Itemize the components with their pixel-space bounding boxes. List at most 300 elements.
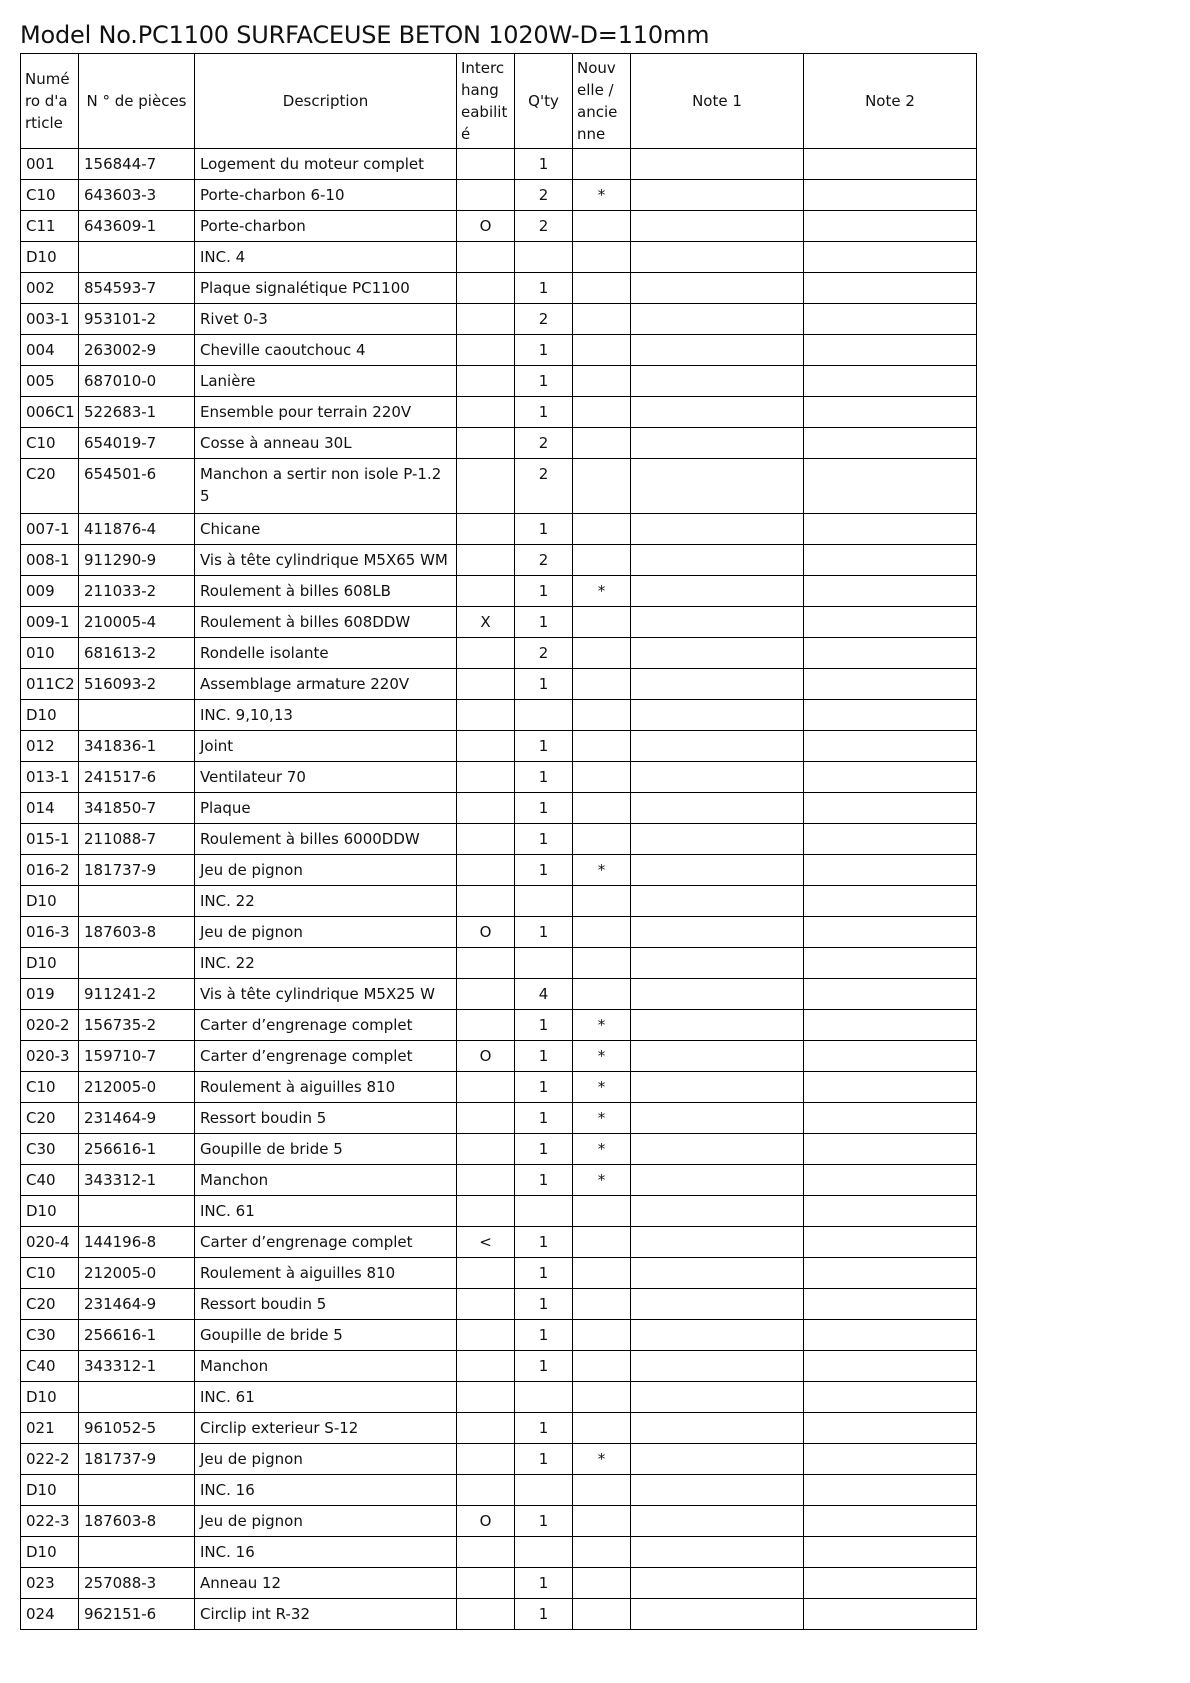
cell-part-number: 212005-0 — [79, 1072, 195, 1103]
cell-note-1 — [631, 1196, 804, 1227]
cell-note-2 — [804, 242, 977, 273]
cell-interchangeability — [457, 793, 515, 824]
cell-note-2 — [804, 1351, 977, 1382]
cell-note-1 — [631, 1568, 804, 1599]
cell-item-number: 001 — [21, 149, 79, 180]
cell-note-1 — [631, 366, 804, 397]
cell-description: Jeu de pignon — [195, 1506, 457, 1537]
cell-note-2 — [804, 1165, 977, 1196]
cell-item-number: 022-2 — [21, 1444, 79, 1475]
cell-new-old: * — [573, 855, 631, 886]
cell-note-2 — [804, 211, 977, 242]
cell-note-2 — [804, 1320, 977, 1351]
cell-new-old — [573, 1382, 631, 1413]
table-row — [21, 335, 977, 366]
header-item-number: Numé ro d'a rticle — [21, 54, 79, 149]
cell-new-old — [573, 1196, 631, 1227]
table-row — [21, 514, 977, 545]
cell-interchangeability — [457, 1475, 515, 1506]
header-description: Description — [195, 54, 457, 149]
cell-note-1 — [631, 731, 804, 762]
cell-description: Manchon a sertir non isole P-1.2 5 — [195, 459, 457, 514]
table-row — [21, 1599, 977, 1630]
cell-quantity — [515, 1196, 573, 1227]
table-row — [21, 1165, 977, 1196]
header-part-number: N ° de pièces — [79, 54, 195, 149]
cell-interchangeability — [457, 979, 515, 1010]
cell-note-1 — [631, 180, 804, 211]
cell-description: Jeu de pignon — [195, 855, 457, 886]
cell-item-number: 020-4 — [21, 1227, 79, 1258]
cell-description: Porte-charbon 6-10 — [195, 180, 457, 211]
cell-description: Ensemble pour terrain 220V — [195, 397, 457, 428]
cell-note-2 — [804, 397, 977, 428]
cell-interchangeability — [457, 304, 515, 335]
cell-note-1 — [631, 273, 804, 304]
cell-new-old — [573, 1568, 631, 1599]
cell-note-1 — [631, 576, 804, 607]
cell-quantity: 1 — [515, 514, 573, 545]
cell-interchangeability: O — [457, 1506, 515, 1537]
cell-note-1 — [631, 979, 804, 1010]
cell-description: Cosse à anneau 30L — [195, 428, 457, 459]
cell-note-1 — [631, 1165, 804, 1196]
cell-new-old — [573, 1289, 631, 1320]
cell-interchangeability: O — [457, 211, 515, 242]
cell-interchangeability: X — [457, 607, 515, 638]
cell-quantity: 2 — [515, 545, 573, 576]
cell-part-number: 343312-1 — [79, 1165, 195, 1196]
cell-quantity: 1 — [515, 1258, 573, 1289]
cell-note-1 — [631, 211, 804, 242]
cell-note-2 — [804, 1413, 977, 1444]
cell-part-number: 181737-9 — [79, 855, 195, 886]
table-row — [21, 700, 977, 731]
table-row — [21, 149, 977, 180]
table-row — [21, 1351, 977, 1382]
table-row — [21, 1413, 977, 1444]
cell-new-old — [573, 948, 631, 979]
cell-item-number: 020-2 — [21, 1010, 79, 1041]
cell-part-number — [79, 948, 195, 979]
cell-note-2 — [804, 304, 977, 335]
table-row — [21, 1010, 977, 1041]
cell-interchangeability — [457, 762, 515, 793]
table-row — [21, 1289, 977, 1320]
cell-note-1 — [631, 335, 804, 366]
cell-interchangeability — [457, 1165, 515, 1196]
cell-part-number: 231464-9 — [79, 1289, 195, 1320]
cell-interchangeability: O — [457, 917, 515, 948]
cell-item-number: 009 — [21, 576, 79, 607]
cell-description: Ventilateur 70 — [195, 762, 457, 793]
cell-item-number: C10 — [21, 1258, 79, 1289]
cell-note-2 — [804, 762, 977, 793]
cell-part-number: 643609-1 — [79, 211, 195, 242]
cell-interchangeability — [457, 1444, 515, 1475]
cell-note-2 — [804, 576, 977, 607]
cell-part-number — [79, 886, 195, 917]
cell-item-number: D10 — [21, 700, 79, 731]
cell-description: Chicane — [195, 514, 457, 545]
table-row — [21, 1227, 977, 1258]
header-quantity: Q'ty — [515, 54, 573, 149]
cell-description: Anneau 12 — [195, 1568, 457, 1599]
cell-interchangeability — [457, 1258, 515, 1289]
table-row — [21, 824, 977, 855]
cell-note-2 — [804, 180, 977, 211]
cell-new-old — [573, 700, 631, 731]
cell-note-2 — [804, 1196, 977, 1227]
cell-note-2 — [804, 514, 977, 545]
cell-description: Lanière — [195, 366, 457, 397]
cell-note-2 — [804, 607, 977, 638]
cell-new-old — [573, 1413, 631, 1444]
cell-part-number: 187603-8 — [79, 917, 195, 948]
cell-part-number: 144196-8 — [79, 1227, 195, 1258]
cell-quantity: 1 — [515, 1134, 573, 1165]
cell-item-number: 020-3 — [21, 1041, 79, 1072]
cell-item-number: 007-1 — [21, 514, 79, 545]
cell-item-number: C40 — [21, 1165, 79, 1196]
cell-description: Plaque signalétique PC1100 — [195, 273, 457, 304]
cell-note-1 — [631, 514, 804, 545]
cell-interchangeability — [457, 1072, 515, 1103]
cell-part-number: 343312-1 — [79, 1351, 195, 1382]
cell-new-old — [573, 638, 631, 669]
cell-description: INC. 61 — [195, 1196, 457, 1227]
cell-note-1 — [631, 1506, 804, 1537]
cell-quantity: 1 — [515, 855, 573, 886]
cell-new-old — [573, 669, 631, 700]
cell-interchangeability — [457, 576, 515, 607]
cell-item-number: 005 — [21, 366, 79, 397]
cell-new-old: * — [573, 1041, 631, 1072]
cell-note-2 — [804, 917, 977, 948]
cell-quantity — [515, 1537, 573, 1568]
table-row — [21, 273, 977, 304]
cell-quantity: 1 — [515, 669, 573, 700]
cell-item-number: 013-1 — [21, 762, 79, 793]
cell-new-old — [573, 607, 631, 638]
cell-part-number: 241517-6 — [79, 762, 195, 793]
cell-quantity — [515, 700, 573, 731]
cell-quantity: 2 — [515, 211, 573, 242]
parts-table — [20, 53, 977, 1630]
cell-description: INC. 4 — [195, 242, 457, 273]
cell-new-old — [573, 886, 631, 917]
cell-description: Ressort boudin 5 — [195, 1289, 457, 1320]
cell-note-1 — [631, 242, 804, 273]
cell-note-2 — [804, 1475, 977, 1506]
cell-description: Assemblage armature 220V — [195, 669, 457, 700]
cell-description: Jeu de pignon — [195, 917, 457, 948]
cell-note-1 — [631, 1599, 804, 1630]
cell-note-1 — [631, 1289, 804, 1320]
table-row — [21, 1103, 977, 1134]
cell-item-number: 023 — [21, 1568, 79, 1599]
cell-note-1 — [631, 1103, 804, 1134]
cell-description: Goupille de bride 5 — [195, 1320, 457, 1351]
table-row — [21, 1537, 977, 1568]
cell-item-number: 002 — [21, 273, 79, 304]
cell-note-2 — [804, 545, 977, 576]
cell-note-1 — [631, 1320, 804, 1351]
cell-description: Roulement à billes 6000DDW — [195, 824, 457, 855]
table-row — [21, 576, 977, 607]
cell-note-1 — [631, 1382, 804, 1413]
cell-note-2 — [804, 1258, 977, 1289]
cell-part-number: 156735-2 — [79, 1010, 195, 1041]
cell-note-2 — [804, 1134, 977, 1165]
cell-item-number: C10 — [21, 428, 79, 459]
cell-note-1 — [631, 700, 804, 731]
cell-item-number: 011C2 — [21, 669, 79, 700]
cell-interchangeability — [457, 1289, 515, 1320]
table-row — [21, 793, 977, 824]
cell-description: Circlip exterieur S-12 — [195, 1413, 457, 1444]
header-new-old: Nouv elle / ancie nne — [573, 54, 631, 149]
cell-part-number: 256616-1 — [79, 1134, 195, 1165]
cell-description: INC. 16 — [195, 1475, 457, 1506]
cell-note-2 — [804, 1289, 977, 1320]
cell-description: Carter d’engrenage complet — [195, 1010, 457, 1041]
cell-item-number: 019 — [21, 979, 79, 1010]
cell-part-number — [79, 1537, 195, 1568]
cell-quantity: 1 — [515, 1444, 573, 1475]
cell-new-old — [573, 731, 631, 762]
cell-quantity: 1 — [515, 1320, 573, 1351]
cell-note-2 — [804, 459, 977, 514]
cell-new-old — [573, 545, 631, 576]
cell-interchangeability — [457, 1103, 515, 1134]
cell-description: Vis à tête cylindrique M5X65 WM — [195, 545, 457, 576]
cell-note-2 — [804, 1599, 977, 1630]
cell-note-1 — [631, 762, 804, 793]
cell-interchangeability — [457, 700, 515, 731]
cell-note-2 — [804, 1103, 977, 1134]
cell-interchangeability — [457, 1196, 515, 1227]
table-row — [21, 459, 977, 514]
cell-interchangeability — [457, 1537, 515, 1568]
cell-quantity: 1 — [515, 576, 573, 607]
cell-part-number: 210005-4 — [79, 607, 195, 638]
cell-part-number: 911290-9 — [79, 545, 195, 576]
cell-quantity: 1 — [515, 1289, 573, 1320]
cell-item-number: 003-1 — [21, 304, 79, 335]
cell-note-2 — [804, 948, 977, 979]
cell-quantity: 1 — [515, 1103, 573, 1134]
cell-new-old — [573, 397, 631, 428]
cell-item-number: C10 — [21, 1072, 79, 1103]
cell-new-old — [573, 149, 631, 180]
cell-quantity: 1 — [515, 1165, 573, 1196]
cell-description: INC. 9,10,13 — [195, 700, 457, 731]
table-row — [21, 638, 977, 669]
cell-part-number: 516093-2 — [79, 669, 195, 700]
cell-new-old — [573, 1475, 631, 1506]
cell-new-old — [573, 917, 631, 948]
table-row — [21, 669, 977, 700]
cell-new-old — [573, 428, 631, 459]
cell-new-old — [573, 1258, 631, 1289]
cell-quantity: 1 — [515, 793, 573, 824]
table-row — [21, 731, 977, 762]
cell-part-number: 411876-4 — [79, 514, 195, 545]
table-row — [21, 1475, 977, 1506]
cell-item-number: C20 — [21, 1289, 79, 1320]
cell-note-1 — [631, 917, 804, 948]
cell-note-2 — [804, 700, 977, 731]
table-row — [21, 1382, 977, 1413]
cell-item-number: D10 — [21, 1537, 79, 1568]
cell-note-2 — [804, 1041, 977, 1072]
cell-note-1 — [631, 1351, 804, 1382]
cell-new-old — [573, 824, 631, 855]
cell-interchangeability — [457, 1382, 515, 1413]
cell-note-2 — [804, 824, 977, 855]
cell-note-2 — [804, 855, 977, 886]
cell-quantity — [515, 242, 573, 273]
cell-part-number: 962151-6 — [79, 1599, 195, 1630]
cell-description: Carter d’engrenage complet — [195, 1041, 457, 1072]
cell-part-number — [79, 242, 195, 273]
cell-part-number: 263002-9 — [79, 335, 195, 366]
cell-item-number: C11 — [21, 211, 79, 242]
cell-quantity: 1 — [515, 1413, 573, 1444]
page-title: Model No.PC1100 SURFACEUSE BETON 1020W-D=110mm — [20, 21, 710, 49]
cell-part-number — [79, 1196, 195, 1227]
cell-quantity: 1 — [515, 1041, 573, 1072]
cell-interchangeability — [457, 669, 515, 700]
cell-part-number: 854593-7 — [79, 273, 195, 304]
table-row — [21, 397, 977, 428]
cell-description: Vis à tête cylindrique M5X25 W — [195, 979, 457, 1010]
header-note-2: Note 2 — [804, 54, 977, 149]
table-row — [21, 762, 977, 793]
cell-new-old — [573, 1351, 631, 1382]
table-row — [21, 366, 977, 397]
cell-interchangeability — [457, 180, 515, 211]
cell-part-number: 211088-7 — [79, 824, 195, 855]
cell-note-2 — [804, 886, 977, 917]
header-interchangeability: Interc hang eabilit é — [457, 54, 515, 149]
cell-note-1 — [631, 397, 804, 428]
cell-item-number: C40 — [21, 1351, 79, 1382]
cell-note-2 — [804, 1568, 977, 1599]
cell-new-old — [573, 459, 631, 514]
cell-item-number: C20 — [21, 459, 79, 514]
cell-quantity: 1 — [515, 762, 573, 793]
table-body — [21, 149, 977, 1630]
cell-interchangeability — [457, 1568, 515, 1599]
cell-quantity: 2 — [515, 459, 573, 514]
cell-interchangeability — [457, 149, 515, 180]
cell-new-old: * — [573, 1010, 631, 1041]
cell-note-1 — [631, 886, 804, 917]
cell-interchangeability: O — [457, 1041, 515, 1072]
cell-interchangeability — [457, 1010, 515, 1041]
cell-note-2 — [804, 638, 977, 669]
cell-description: Cheville caoutchouc 4 — [195, 335, 457, 366]
cell-part-number: 257088-3 — [79, 1568, 195, 1599]
cell-interchangeability — [457, 514, 515, 545]
cell-note-1 — [631, 607, 804, 638]
cell-description: Manchon — [195, 1165, 457, 1196]
table-row — [21, 607, 977, 638]
cell-new-old — [573, 335, 631, 366]
cell-interchangeability — [457, 335, 515, 366]
cell-description: Circlip int R-32 — [195, 1599, 457, 1630]
cell-item-number: 015-1 — [21, 824, 79, 855]
cell-part-number: 654019-7 — [79, 428, 195, 459]
cell-quantity — [515, 1382, 573, 1413]
table-row — [21, 1568, 977, 1599]
cell-item-number: C30 — [21, 1134, 79, 1165]
cell-item-number: 022-3 — [21, 1506, 79, 1537]
cell-note-2 — [804, 1506, 977, 1537]
cell-new-old — [573, 1599, 631, 1630]
cell-item-number: D10 — [21, 948, 79, 979]
cell-note-1 — [631, 545, 804, 576]
cell-interchangeability — [457, 1351, 515, 1382]
cell-quantity: 4 — [515, 979, 573, 1010]
cell-quantity: 1 — [515, 824, 573, 855]
cell-item-number: 004 — [21, 335, 79, 366]
cell-interchangeability — [457, 428, 515, 459]
cell-new-old — [573, 1227, 631, 1258]
cell-quantity: 1 — [515, 607, 573, 638]
cell-quantity: 1 — [515, 1010, 573, 1041]
cell-quantity: 1 — [515, 917, 573, 948]
cell-item-number: 016-3 — [21, 917, 79, 948]
table-row — [21, 979, 977, 1010]
cell-note-1 — [631, 638, 804, 669]
cell-item-number: 006C1 — [21, 397, 79, 428]
cell-description: INC. 22 — [195, 886, 457, 917]
cell-note-1 — [631, 793, 804, 824]
cell-quantity: 1 — [515, 149, 573, 180]
table-row — [21, 1041, 977, 1072]
cell-item-number: C20 — [21, 1103, 79, 1134]
cell-quantity: 1 — [515, 1599, 573, 1630]
cell-note-1 — [631, 1134, 804, 1165]
cell-description: INC. 22 — [195, 948, 457, 979]
table-row — [21, 886, 977, 917]
cell-new-old: * — [573, 576, 631, 607]
cell-interchangeability — [457, 824, 515, 855]
cell-note-1 — [631, 1072, 804, 1103]
table-row — [21, 1444, 977, 1475]
cell-new-old: * — [573, 1134, 631, 1165]
cell-quantity: 1 — [515, 1568, 573, 1599]
cell-quantity: 1 — [515, 335, 573, 366]
cell-quantity: 2 — [515, 638, 573, 669]
cell-note-2 — [804, 1382, 977, 1413]
cell-quantity: 2 — [515, 180, 573, 211]
cell-interchangeability — [457, 948, 515, 979]
cell-interchangeability — [457, 886, 515, 917]
cell-note-2 — [804, 273, 977, 304]
cell-part-number: 961052-5 — [79, 1413, 195, 1444]
cell-part-number: 159710-7 — [79, 1041, 195, 1072]
cell-interchangeability — [457, 545, 515, 576]
cell-new-old: * — [573, 180, 631, 211]
cell-note-1 — [631, 428, 804, 459]
cell-description: Plaque — [195, 793, 457, 824]
cell-new-old — [573, 1537, 631, 1568]
cell-note-1 — [631, 1413, 804, 1444]
